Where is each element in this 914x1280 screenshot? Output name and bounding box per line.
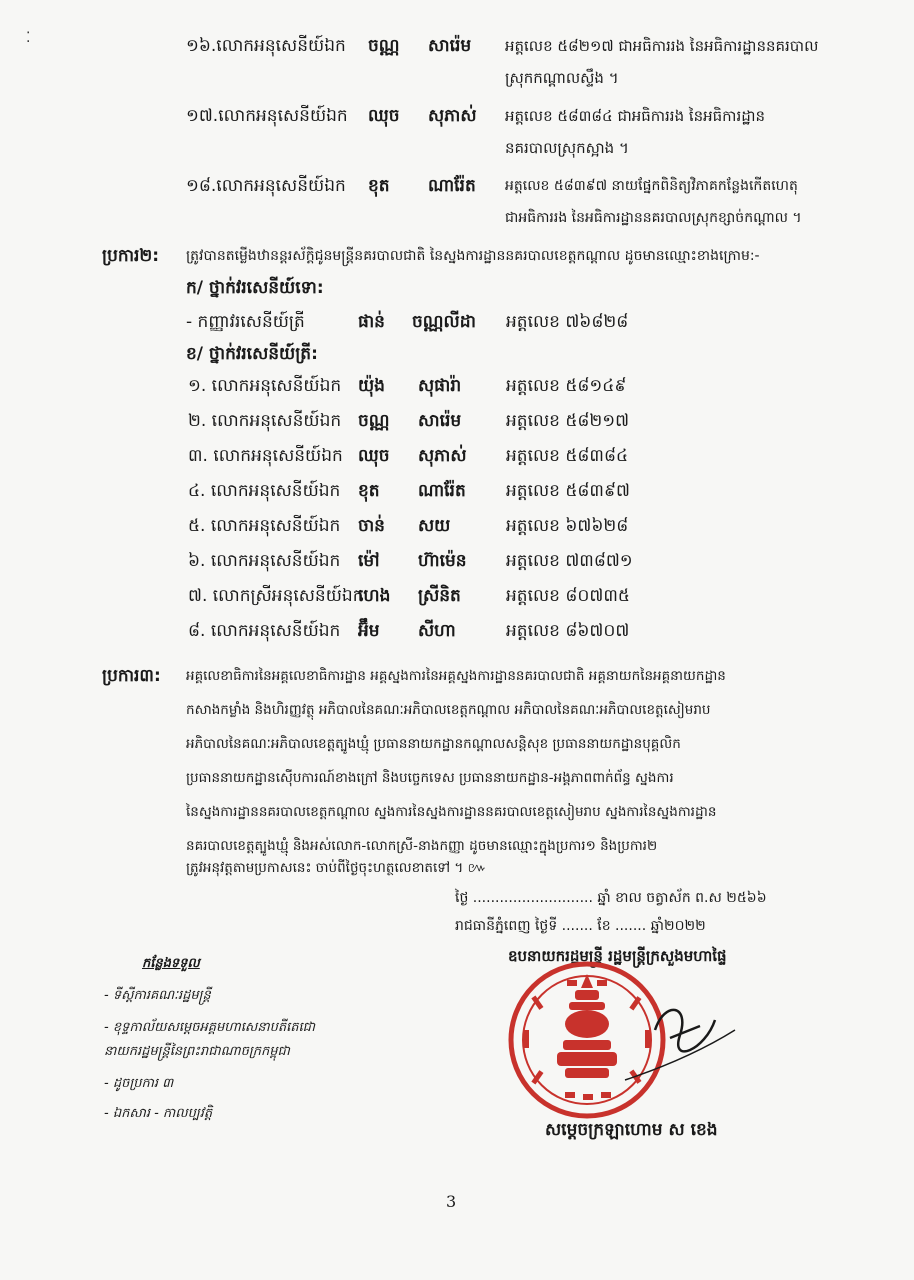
b-item-given: ចណ្ណ [358,411,390,431]
section-a-heading: ក/ ថ្នាក់វរសេនីយ៍ទោ: [186,278,324,298]
seal-graphic [505,960,740,1120]
item-desc: អត្តលេខ ៥៨៣៨៤ ជាអធិការរង នៃអធិការដ្ឋាន [505,107,766,125]
item-given-name: ខុត [368,176,390,196]
b-item-id: អត្តលេខ ៥៨៣៩៧ [506,481,630,501]
scan-mark: ⁚ [26,30,31,46]
a-item-id: អត្តលេខ ៧៦៨២៨ [506,312,629,332]
item-family-name: សារ៉េម [428,36,472,56]
b-item-prefix: ៣. លោកអនុសេនីយ៍ឯក [188,446,343,466]
official-seal [505,960,740,1120]
item-17-prefix: ១៧.លោកអនុសេនីយ៍ឯក [186,106,348,126]
recipient-item: - ឯកសារ - កាលប្បវត្តិ [104,1106,213,1121]
recipient-item: - ដូចប្រការ ៣ [104,1076,174,1091]
article-2-label: ប្រការ២: [102,246,160,266]
b-item-prefix: ៦. លោកអនុសេនីយ៍ឯក [188,551,341,571]
a-item-family: ចណ្ណលីដា [412,312,476,332]
b-item-family: ស្រីនិត [418,586,461,606]
b-item-id: អត្តលេខ ៧៣៨៧១ [506,551,633,571]
article-2-text: ត្រូវបានតម្លើងឋានន្តរស័ក្តិជូនមន្ត្រីនគរបាលជាតិ នៃស្នងការដ្ឋាននគរបាលខេត្តកណ្តាល ដូចមានឈ្មោះខាងក្រោម:- [186,248,760,264]
item-given-name: ចណ្ណ [368,36,400,56]
b-item-family: ហ៊ាម៉េន [418,551,467,571]
item-desc-cont: ស្រុកកណ្តាលស្ទឹង ។ [505,69,619,87]
solar-date: រាជធានីភ្នំពេញ ថ្ងៃទី ....... ខែ ....... ឆ្នាំ២០២២ [455,918,706,934]
item-prefix: ១៦.លោកអនុសេនីយ៍ឯក [186,36,346,56]
b-item-prefix: ១. លោកអនុសេនីយ៍ឯក [188,376,342,396]
item-given-name: ឈុច [368,106,400,126]
item-family-name: សុភាស់ [428,106,477,126]
recipient-item: - ខុទ្ទកាល័យសម្តេចអគ្គមហាសេនាបតីតេជោ [104,1020,315,1035]
article-3-label: ប្រការ៣: [102,666,161,686]
recipient-item: នាយករដ្ឋមន្ត្រីនៃព្រះរាជាណាចក្រកម្ពុជា [104,1044,290,1059]
b-item-given: ហេង [358,586,391,606]
b-item-given: ម៉ៅ [358,551,380,571]
b-item-prefix: ២. លោកអនុសេនីយ៍ឯក [188,411,342,431]
article-3-line: ប្រធាននាយកដ្ឋានស៊ើបការណ៍ខាងក្រៅ និងបច្ចេកទេស ប្រធាននាយកដ្ឋាន-អង្គភាពពាក់ព័ន្ធ ស្នងការ [186,770,674,786]
b-item-prefix: ៥. លោកអនុសេនីយ៍ឯក [188,516,341,536]
b-item-family: សយ [418,516,451,536]
b-item-family: សុផារ៉ា [418,376,462,396]
recipients-heading: កន្លែងទទួល [142,956,200,971]
b-item-family: សុភាស់ [418,446,467,466]
article-3-line: កសាងកម្លាំង និងហិរញ្ញវត្ថុ អភិបាលនៃគណៈអភិបាលខេត្តកណ្តាល អភិបាលនៃគណៈអភិបាលខេត្តសៀមរាប [186,702,711,718]
item-desc-cont: នគរបាលស្រុកស្អាង ។ [505,139,629,157]
b-item-given: ឈុច [358,446,390,466]
item-18-prefix: ១៨.លោកអនុសេនីយ៍ឯក [186,176,346,196]
b-item-family: ណារ៉ែត [418,481,466,501]
b-item-id: អត្តលេខ ៥៨៣៨៤ [506,446,629,466]
b-item-family: សីហា [418,621,456,641]
article-3-line: នៃស្នងការដ្ឋាននគរបាលខេត្តកណ្តាល ស្នងការនៃស្នងការដ្ឋាននគរបាលខេត្តសៀមរាប ស្នងការនៃស្នងការដ្ឋាន [186,804,717,820]
lunar-date: ថ្ងៃ ........................... ឆ្នាំ ខាល ចត្វាស័ក ព.ស ២៥៦៦ [455,890,767,906]
a-item-prefix: - កញ្ញាវរសេនីយ៍ត្រី [186,312,305,332]
b-item-prefix: ៤. លោកអនុសេនីយ៍ឯក [188,481,341,501]
article-3-line: អភិបាលនៃគណៈអភិបាលខេត្តត្បូងឃ្មុំ ប្រធាននាយកដ្ឋានកណ្តាលសន្តិសុខ ប្រធាននាយកដ្ឋានបុគ្គលិក [186,736,681,752]
section-b-heading: ខ/ ថ្នាក់វរសេនីយ៍ត្រី: [186,344,318,364]
b-item-given: យ៉ុង [358,376,385,396]
item-16 [186,34,346,58]
b-item-prefix: ៨. លោកអនុសេនីយ៍ឯក [188,621,341,641]
b-item-id: អត្តលេខ ៨៦៧០៧ [506,621,630,641]
b-item-id: អត្តលេខ ៦៧៦២៨ [506,516,629,536]
b-item-id: អត្តលេខ ៥៨១៤៩ [506,376,627,396]
item-family-name: ណារ៉ែត [428,176,476,196]
signatory-name: សម្តេចក្រឡាហោម ស ខេង [545,1120,718,1140]
b-item-given: ខុត [358,481,380,501]
item-desc-cont: ជាអធិការរង នៃអធិការដ្ឋាននគរបាលស្រុកខ្សាច់កណ្តាល ។ [505,210,802,226]
a-item-given: ផាន់ [358,312,385,332]
page-number: 3 [446,1192,457,1211]
b-item-family: សារ៉េម [418,411,462,431]
b-item-given: ចាន់ [358,516,385,536]
b-item-id: អត្តលេខ ៨០៧៣៥ [506,586,630,606]
signatory-title: ឧបនាយករដ្ឋមន្ត្រី រដ្ឋមន្ត្រីក្រសួងមហាផ្ទៃ [508,947,727,965]
b-item-id: អត្តលេខ ៥៨២១៧ [506,411,630,431]
b-item-prefix: ៧. លោកស្រីអនុសេនីយ៍ឯក [188,586,364,606]
b-item-given: អ៊ឹម [358,621,380,641]
article-3-line: អគ្គលេខាធិការនៃអគ្គលេខាធិការដ្ឋាន អគ្គស្នងការនៃអគ្គស្នងការដ្ឋាននគរបាលជាតិ អគ្គនាយកនៃអគ្គនាយកដ្ឋាន [186,668,726,684]
item-desc: អត្តលេខ ៥៨៣៩៧ នាយផ្នែកពិនិត្យវិភាគកន្លែងកើតហេតុ [505,178,798,194]
article-3-line: ត្រូវអនុវត្តតាមប្រកាសនេះ ចាប់ពីថ្ងៃចុះហត្ថលេខាតទៅ ។ ៚ [186,860,487,876]
item-desc: អត្តលេខ ៥៨២១៧ ជាអធិការរង នៃអធិការដ្ឋាននគរបាល [505,37,819,55]
article-3-line: នគរបាលខេត្តត្បូងឃ្មុំ និងអស់លោក-លោកស្រី-នាងកញ្ញា ដូចមានឈ្មោះក្នុងប្រការ១ និងប្រការ២ [186,838,658,854]
recipient-item: - ទីស្តីការគណៈរដ្ឋមន្ត្រី [104,988,211,1003]
